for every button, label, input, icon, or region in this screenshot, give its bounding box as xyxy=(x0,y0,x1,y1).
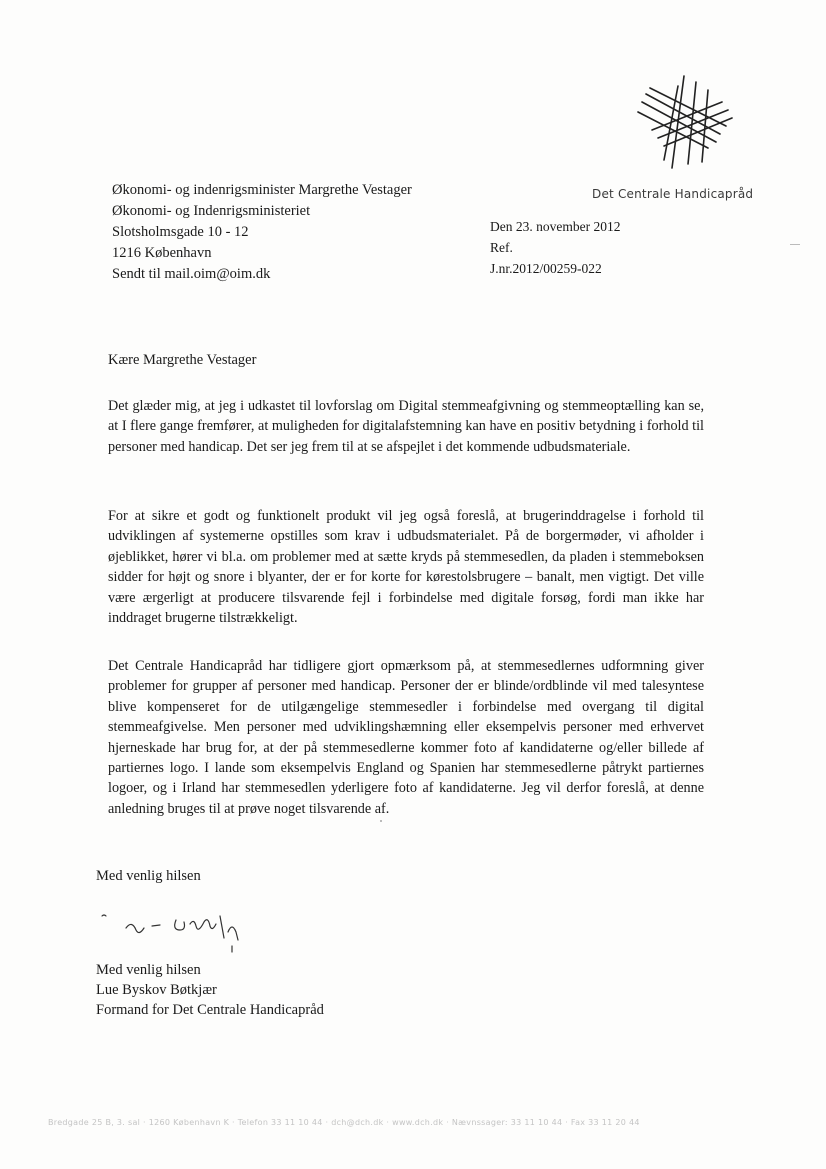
handwritten-signature xyxy=(96,906,256,954)
letter-ref: Ref. xyxy=(490,240,513,255)
recipient-address xyxy=(112,180,412,285)
scan-speck xyxy=(790,244,800,245)
letter-date: Den 23. november 2012 xyxy=(490,219,621,234)
recipient-line: Økonomi- og indenrigsminister Margrethe Vestager xyxy=(112,182,412,198)
body-paragraph: Det Centrale Handicapråd har tidligere gjort opmærksom på, at stemmesedlernes udformning giver problemer for grupper af personer med handicap. Personer der er blinde/ordblinde vil med talesyntese blive kompenseret for de utilgængelige stemmesedler i forbindelse med overgang til digital stemmeafgivelse. Men personer med udviklingshæmning eller eksempelvis personer med erhvervet hjerneskade har brug for, at der på stemmesedlerne kommer foto af kandidaterne og/eller billede af partiernes logo. I lande som eksempelvis England og Spanien har stemmesedlerne påtrykt partiernes logoer, og i Irland har stemmesedlen yderligere foto af kandidaterne. Jeg vil derfor foreslå, at denne anledning bruges til at prøve noget tilsvarende af. xyxy=(108,658,704,817)
sender-block xyxy=(96,960,324,1020)
sender-title: Formand for Det Centrale Handicapråd xyxy=(96,1002,324,1018)
hatched-lines-logo-icon xyxy=(628,72,738,172)
greeting: Kære Margrethe Vestager xyxy=(108,352,257,368)
sender-name: Lue Byskov Bøtkjær xyxy=(96,982,217,998)
closing-salutation: Med venlig hilsen xyxy=(96,868,201,884)
body-paragraph: Det glæder mig, at jeg i udkastet til lovforslag om Digital stemmeafgivning og stemmeoptælling kan se, at I flere gange fremfører, at muligheden for digitalafstemning kan have en positiv betydning i forhold til personer med handicap. Det ser jeg frem til at se afspejlet i det kommende udbudsmateriale. xyxy=(108,398,704,455)
recipient-email: Sendt til mail.oim@oim.dk xyxy=(112,266,271,282)
scan-speck xyxy=(380,820,382,822)
closing-salutation: Med venlig hilsen xyxy=(96,962,201,978)
journal-number: J.nr.2012/00259-022 xyxy=(490,261,602,276)
body-paragraph: For at sikre et godt og funktionelt produkt vil jeg også foreslå, at brugerinddragelse i forhold til udviklingen af systemerne opstilles som krav i udbudsmaterialet. På de borgermøder, vi afholder i øjeblikket, hører vi bl.a. om problemer med at sætte kryds på stemmesedlen, da pladen i stemmeboksen sidder for højt og snore i blyanter, der er for korte for kørestolsbrugere – banalt, men vigtigt. Det ville være ærgerligt at producere tilsvarende fejl i forbindelse med digitale forsøg, fordi man ikke har inddraget brugerne tilstrækkeligt. xyxy=(108,508,704,627)
organization-name: Det Centrale Handicapråd xyxy=(592,187,754,201)
recipient-line: Slotsholmsgade 10 - 12 xyxy=(112,224,249,240)
recipient-line: Økonomi- og Indenrigsministeriet xyxy=(112,203,311,219)
letter-meta xyxy=(490,216,620,279)
recipient-line: 1216 København xyxy=(112,245,212,261)
letterhead-footer: Bredgade 25 B, 3. sal · 1260 København K · Telefon 33 11 10 44 · dch@dch.dk · www.dch.dk · Nævnssager: 33 11 10 44 · Fax 33 11 20 44 xyxy=(48,1118,640,1127)
